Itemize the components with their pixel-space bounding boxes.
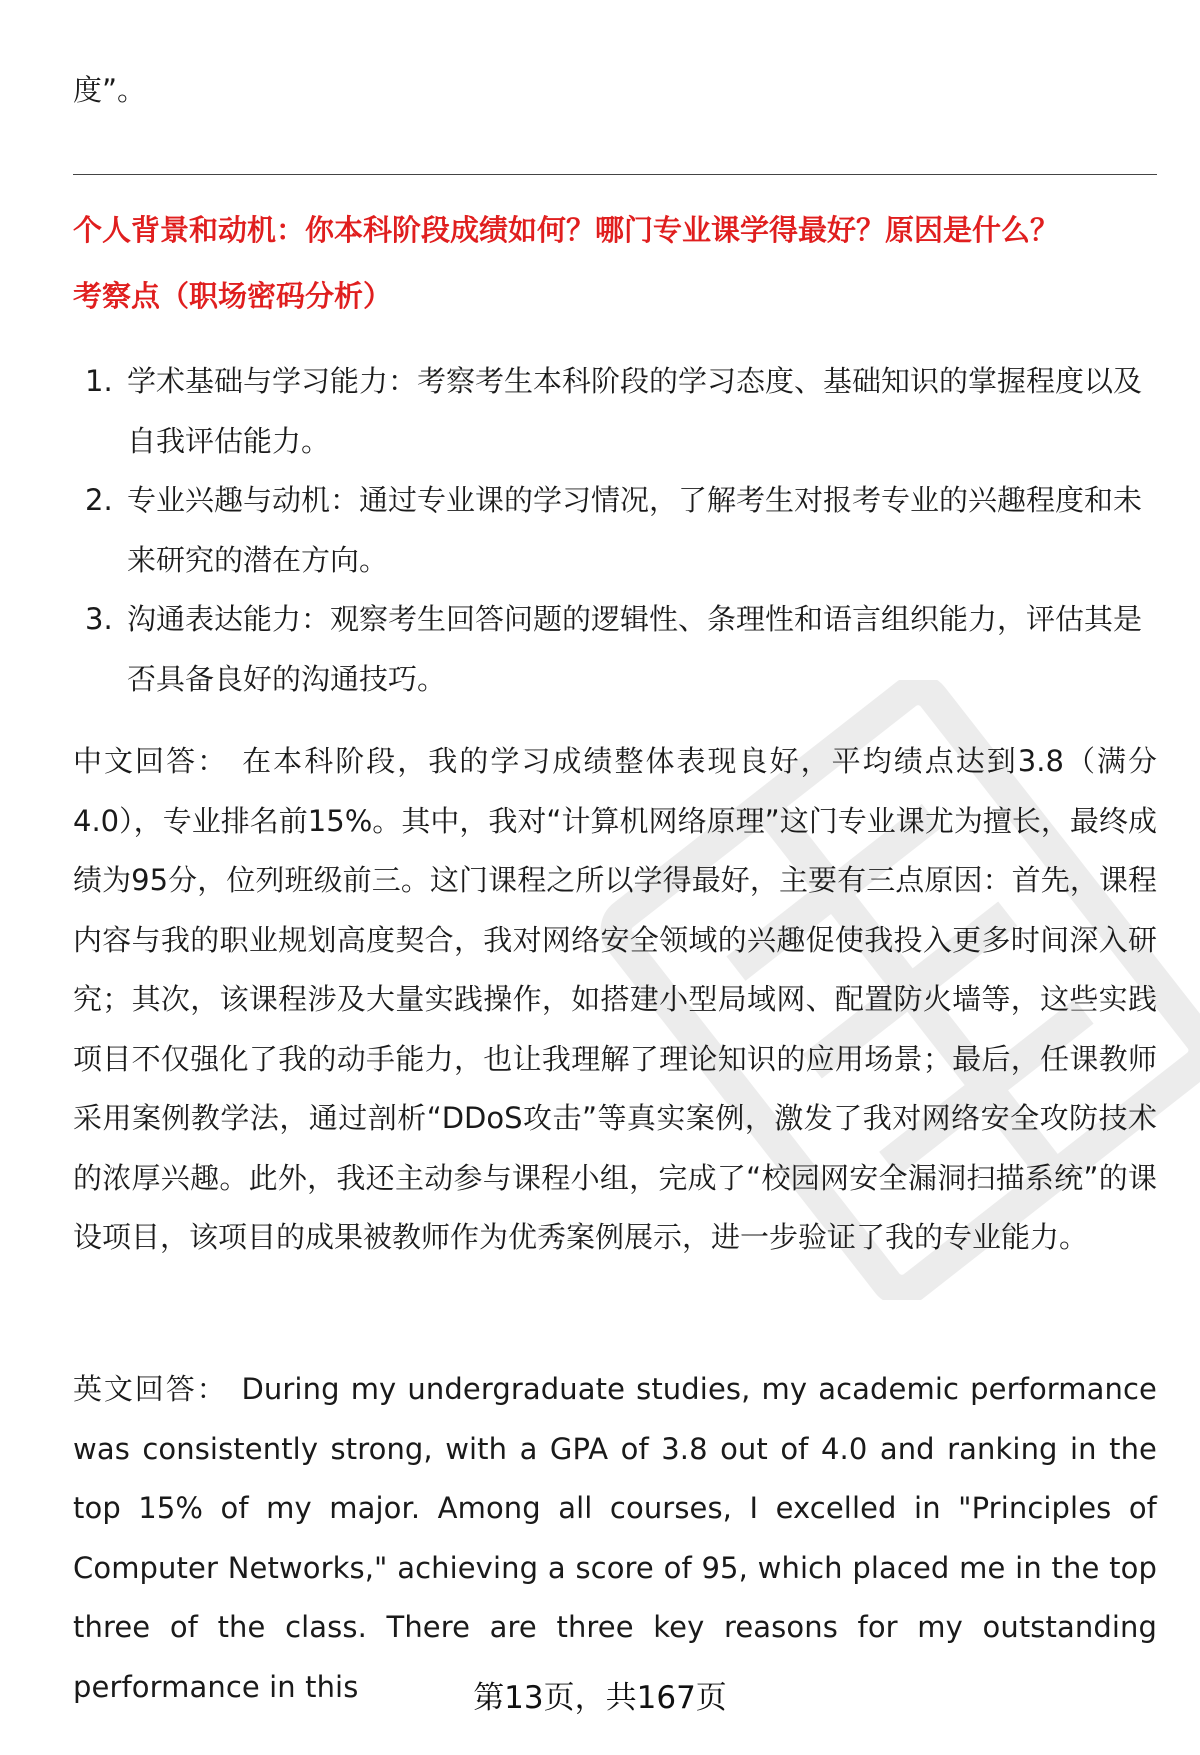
list-item-number: 1. [85,364,113,398]
list-item [73,471,1157,590]
list-item [73,590,1157,709]
continuation-text: 度”。 [73,73,147,107]
list-item-number: 2. [85,483,113,517]
list-item-text: 专业兴趣与动机：通过专业课的学习情况，了解考生对报考专业的兴趣程度和未来研究的潜在方向。 [127,483,1143,577]
list-item-text: 学术基础与学习能力：考察考生本科阶段的学习态度、基础知识的掌握程度以及自我评估能力。 [127,364,1143,458]
section-divider [73,174,1157,175]
chinese-answer-text: 在本科阶段，我的学习成绩整体表现良好，平均绩点达到3.8（满分4.0），专业排名前15%。其中，我对“计算机网络原理”这门专业课尤为擅长，最终成绩为95分，位列班级前三。这门课程之所以学得最好，主要有三点原因：首先，课程内容与我的职业规划高度契合，我对网络安全领域的兴趣促使我投入更多时间深入研究；其次，该课程涉及大量实践操作，如搭建小型局域网、配置防火墙等，这些实践项目不仅强化了我的动手能力，也让我理解了理论知识的应用场景；最后，任课教师采用案例教学法，通过剖析“DDoS攻击”等真实案例，激发了我对网络安全攻防技术的浓厚兴趣。此外，我还主动参与课程小组，完成了“校园网安全漏洞扫描系统”的课设项目，该项目的成果被教师作为优秀案例展示，进一步验证了我的专业能力。 [73,744,1157,1254]
chinese-answer-label: 中文回答： [73,744,229,778]
english-answer-text: During my undergraduate studies, my academic performance was consistently strong, with a GPA of 3.8 out of 4.0 and ranking in the top 15% of my major. Among all courses, I excelled in "Principles of Computer Networks," achieving a score of 95, which placed me in the top three of the class. There are three key reasons for my outstanding performance in this [73,1372,1157,1704]
section-title: 考察点（职场密码分析） [73,279,393,313]
assessment-points-list [73,352,1157,709]
question-heading: 个人背景和动机：你本科阶段成绩如何？哪门专业课学得最好？原因是什么？ [73,213,1060,247]
page-number-footer: 第13页，共167页 [473,1680,727,1716]
list-item-number: 3. [85,602,113,636]
english-answer [73,1360,1157,1717]
list-item [73,352,1157,471]
english-answer-label: 英文回答： [73,1372,228,1406]
list-item-text: 沟通表达能力：观察考生回答问题的逻辑性、条理性和语言组织能力，评估其是否具备良好的沟通技巧。 [127,602,1143,696]
chinese-answer [73,732,1157,1268]
